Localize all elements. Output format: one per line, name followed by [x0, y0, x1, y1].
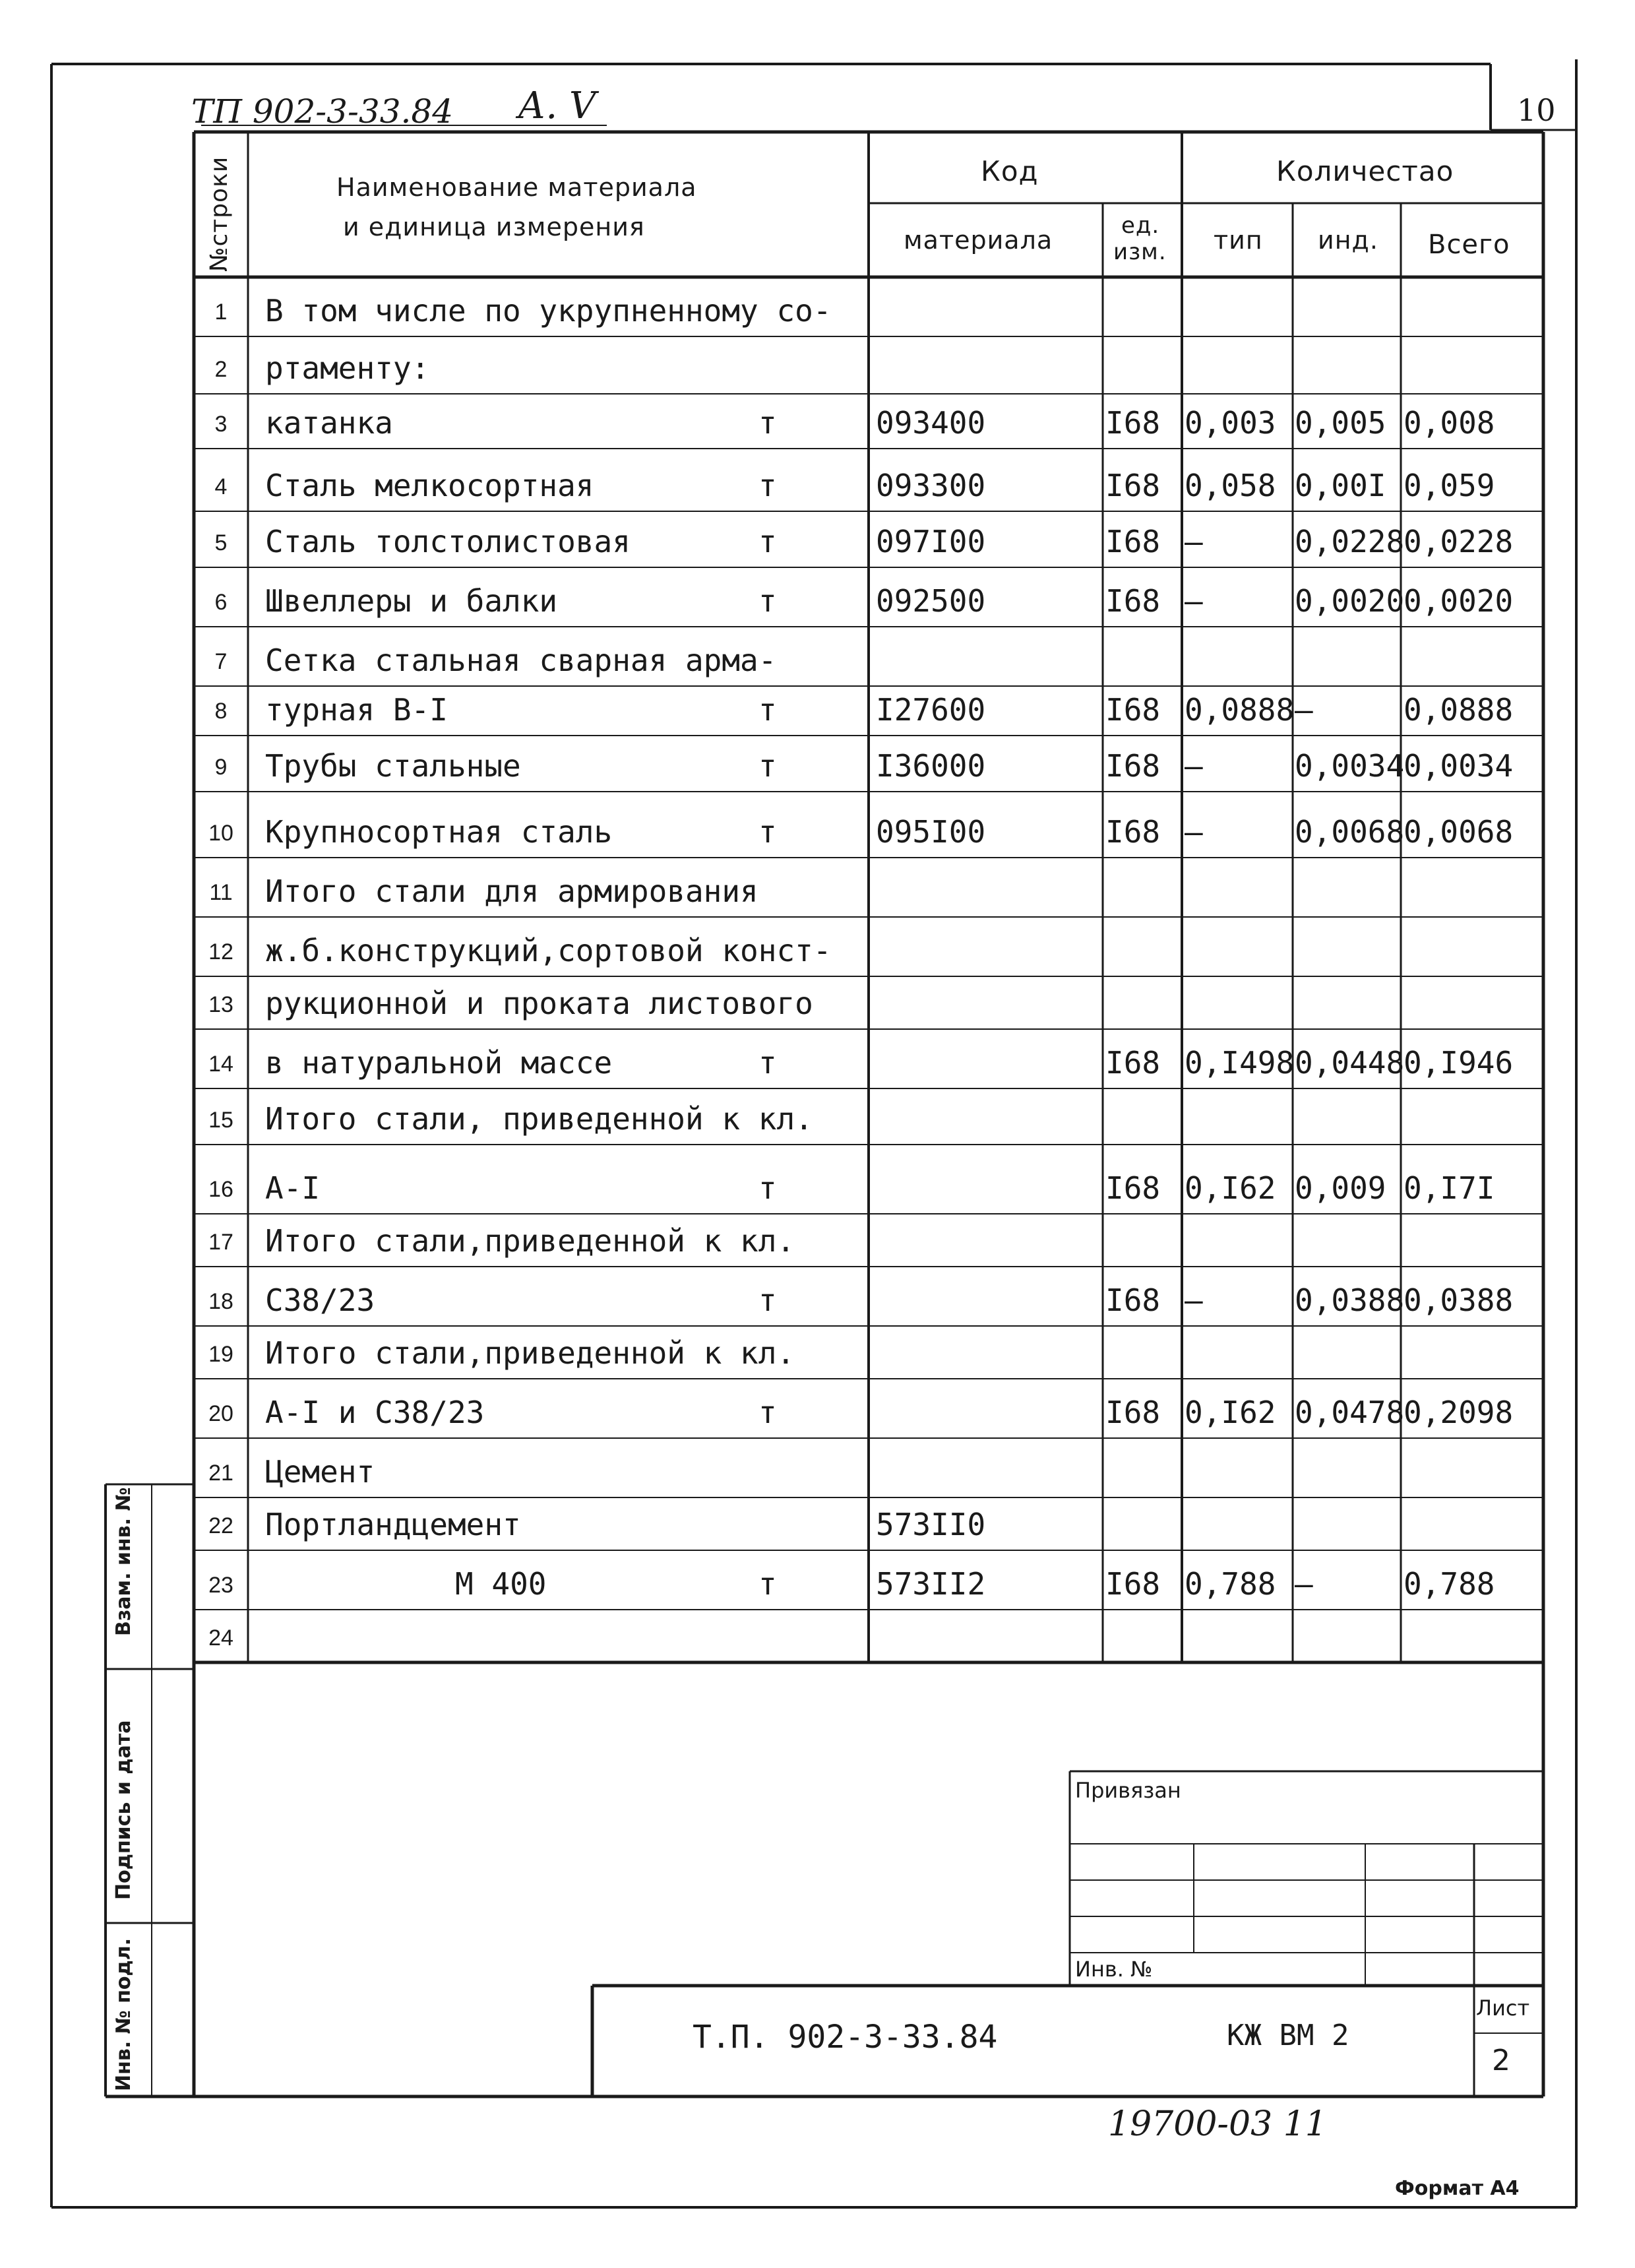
qty-total: 0,2098 — [1404, 1395, 1514, 1430]
qty-ind: – — [1295, 1566, 1313, 1602]
unit-code: I68 — [1105, 1282, 1161, 1318]
unit-code: I68 — [1105, 814, 1161, 850]
qty-ind: 0,0020 — [1295, 583, 1405, 619]
row-number: 22 — [208, 1513, 233, 1538]
material-name: Сетка стальная сварная арма- — [265, 643, 777, 678]
code-unit-header-2: изм. — [1113, 239, 1167, 265]
material-name: Швеллеры и балки — [265, 583, 558, 619]
qty-type: 0,I62 — [1185, 1395, 1276, 1430]
material-name: С38/23 — [265, 1282, 375, 1318]
row-number: 14 — [208, 1052, 233, 1077]
qty-total: 0,I7I — [1404, 1170, 1495, 1206]
page-number: 10 — [1517, 92, 1556, 128]
qty-total: 0,059 — [1404, 468, 1495, 503]
unit-of-measure: т — [758, 405, 777, 441]
row-number: 17 — [208, 1230, 233, 1255]
qty-type: 0,0888 — [1185, 692, 1295, 728]
row-number: 12 — [208, 939, 233, 964]
unit-code: I68 — [1105, 1045, 1161, 1081]
qty-total: 0,0228 — [1404, 524, 1514, 559]
material-code: 095I00 — [876, 814, 986, 850]
row-number: 20 — [208, 1401, 233, 1426]
row-number: 2 — [214, 357, 228, 382]
unit-of-measure: т — [758, 814, 777, 850]
material-name: Итого стали для армирования — [265, 873, 758, 909]
name-header-line2: и единица измерения — [343, 212, 645, 241]
material-code: 573II2 — [876, 1566, 986, 1602]
stamp-doc-mark: КЖ ВМ 2 — [1227, 2019, 1349, 2052]
qty-total: 0,0068 — [1404, 814, 1514, 850]
row-number: 18 — [208, 1289, 233, 1314]
unit-of-measure: т — [758, 1566, 777, 1602]
unit-of-measure: т — [758, 1170, 777, 1206]
unit-code: I68 — [1105, 583, 1161, 619]
row-number: 1 — [214, 299, 228, 325]
top-album: А. V — [518, 84, 596, 127]
row-number: 15 — [208, 1108, 233, 1133]
stamp-privyazan: Привязан — [1075, 1778, 1181, 1803]
material-name: Итого стали,приведенной к кл. — [265, 1335, 795, 1371]
qty-total-header: Всего — [1428, 230, 1510, 260]
stamp-inv-no: Инв. № — [1075, 1957, 1153, 1982]
material-name: Трубы стальные — [265, 748, 521, 784]
unit-code: I68 — [1105, 468, 1161, 503]
unit-of-measure: т — [758, 1395, 777, 1430]
stamp-sheet-label: Лист — [1476, 1996, 1530, 2021]
row-number: 13 — [208, 992, 233, 1017]
qty-ind: 0,0478 — [1295, 1395, 1405, 1430]
material-code: 093300 — [876, 468, 986, 503]
rownum-header: №строки — [206, 156, 233, 272]
unit-code: I68 — [1105, 692, 1161, 728]
unit-of-measure: т — [758, 583, 777, 619]
row-number: 24 — [208, 1625, 233, 1651]
stamp-doc-code: Т.П. 902-3-33.84 — [693, 2019, 998, 2056]
unit-of-measure: т — [758, 524, 777, 559]
unit-of-measure: т — [758, 748, 777, 784]
qty-ind: 0,0388 — [1295, 1282, 1405, 1318]
material-name: А-I и С38/23 — [265, 1395, 485, 1430]
qty-total: 0,788 — [1404, 1566, 1495, 1602]
qty-type: 0,003 — [1185, 405, 1276, 441]
material-name: в натуральной массе — [265, 1045, 613, 1081]
qty-total: 0,I946 — [1404, 1045, 1514, 1081]
top-code: ТП 902-3-33.84 — [191, 92, 454, 131]
qty-type: 0,I62 — [1185, 1170, 1276, 1206]
side-inv-podl: Инв. № подл. — [112, 1937, 135, 2091]
qty-type: – — [1185, 814, 1203, 850]
unit-of-measure: т — [758, 468, 777, 503]
unit-code: I68 — [1105, 1395, 1161, 1430]
material-name: Сталь толстолистовая — [265, 524, 631, 559]
qty-ind: – — [1295, 692, 1313, 728]
material-name: ртаменту: — [265, 350, 430, 386]
qty-type: 0,058 — [1185, 468, 1276, 503]
material-name: В том числе по укрупненному со- — [265, 293, 832, 329]
material-name: рукционной и проката листового — [265, 986, 813, 1021]
qty-ind: 0,00I — [1295, 468, 1386, 503]
row-number: 6 — [214, 590, 228, 615]
qty-type-header: тип — [1214, 226, 1263, 255]
side-vzam-inv: Взам. инв. № — [112, 1487, 135, 1636]
handwritten-number: 19700-03 11 — [1108, 2104, 1327, 2144]
material-code: 093400 — [876, 405, 986, 441]
side-podpis-data: Подпись и дата — [112, 1720, 135, 1900]
qty-ind: 0,0448 — [1295, 1045, 1405, 1081]
material-name: Портландцемент — [265, 1507, 521, 1542]
material-code: I27600 — [876, 692, 986, 728]
name-header-line1: Наименование материала — [336, 173, 697, 202]
material-name: А-I — [265, 1170, 321, 1206]
qty-type: 0,788 — [1185, 1566, 1276, 1602]
material-name: ж.б.конструкций,сортовой конст- — [265, 933, 832, 968]
qty-ind-header: инд. — [1318, 226, 1378, 255]
qty-ind: 0,005 — [1295, 405, 1386, 441]
unit-of-measure: т — [758, 1045, 777, 1081]
material-name: Итого стали, приведенной к кл. — [265, 1101, 813, 1137]
row-number: 21 — [208, 1461, 233, 1486]
qty-type: 0,I498 — [1185, 1045, 1295, 1081]
row-number: 11 — [209, 880, 233, 905]
qty-type: – — [1185, 748, 1203, 784]
row-number: 19 — [208, 1342, 233, 1367]
row-number: 10 — [208, 821, 233, 846]
unit-code: I68 — [1105, 1170, 1161, 1206]
row-number: 23 — [208, 1573, 233, 1598]
qty-type: – — [1185, 1282, 1203, 1318]
material-code: 097I00 — [876, 524, 986, 559]
unit-code: I68 — [1105, 524, 1161, 559]
row-number: 16 — [208, 1177, 233, 1202]
qty-type: – — [1185, 583, 1203, 619]
unit-of-measure: т — [758, 1282, 777, 1318]
material-name: катанка — [265, 405, 393, 441]
stamp-sheet-value: 2 — [1492, 2044, 1510, 2077]
qty-total: 0,0034 — [1404, 748, 1514, 784]
material-name: Сталь мелкосортная — [265, 468, 594, 503]
row-number: 8 — [214, 699, 228, 724]
material-name: М 400 — [455, 1566, 547, 1602]
qty-ind: 0,009 — [1295, 1170, 1386, 1206]
material-name: Крупносортная сталь — [265, 814, 613, 850]
qty-ind: 0,0228 — [1295, 524, 1405, 559]
qty-total: 0,0888 — [1404, 692, 1514, 728]
row-number: 4 — [214, 474, 228, 499]
qty-ind: 0,0068 — [1295, 814, 1405, 850]
code-material-header: материала — [904, 226, 1053, 255]
row-number: 7 — [214, 649, 228, 674]
row-number: 5 — [214, 530, 228, 555]
unit-code: I68 — [1105, 748, 1161, 784]
material-code: I36000 — [876, 748, 986, 784]
qty-total: 0,0388 — [1404, 1282, 1514, 1318]
material-code: 573II0 — [876, 1507, 986, 1542]
row-number: 9 — [214, 755, 228, 780]
material-name: Цемент — [265, 1454, 375, 1490]
code-unit-header-1: ед. — [1121, 212, 1160, 239]
qty-total: 0,0020 — [1404, 583, 1514, 619]
code-group-header: Код — [981, 155, 1039, 187]
format-label: Формат А4 — [1395, 2177, 1520, 2200]
unit-code: I68 — [1105, 1566, 1161, 1602]
row-number: 3 — [214, 412, 228, 437]
unit-of-measure: т — [758, 692, 777, 728]
material-name: Итого стали,приведенной к кл. — [265, 1223, 795, 1259]
material-name: турная В-I — [265, 692, 448, 728]
qty-group-header: Количестао — [1276, 155, 1454, 187]
material-code: 092500 — [876, 583, 986, 619]
qty-total: 0,008 — [1404, 405, 1495, 441]
qty-ind: 0,0034 — [1295, 748, 1405, 784]
qty-type: – — [1185, 524, 1203, 559]
unit-code: I68 — [1105, 405, 1161, 441]
